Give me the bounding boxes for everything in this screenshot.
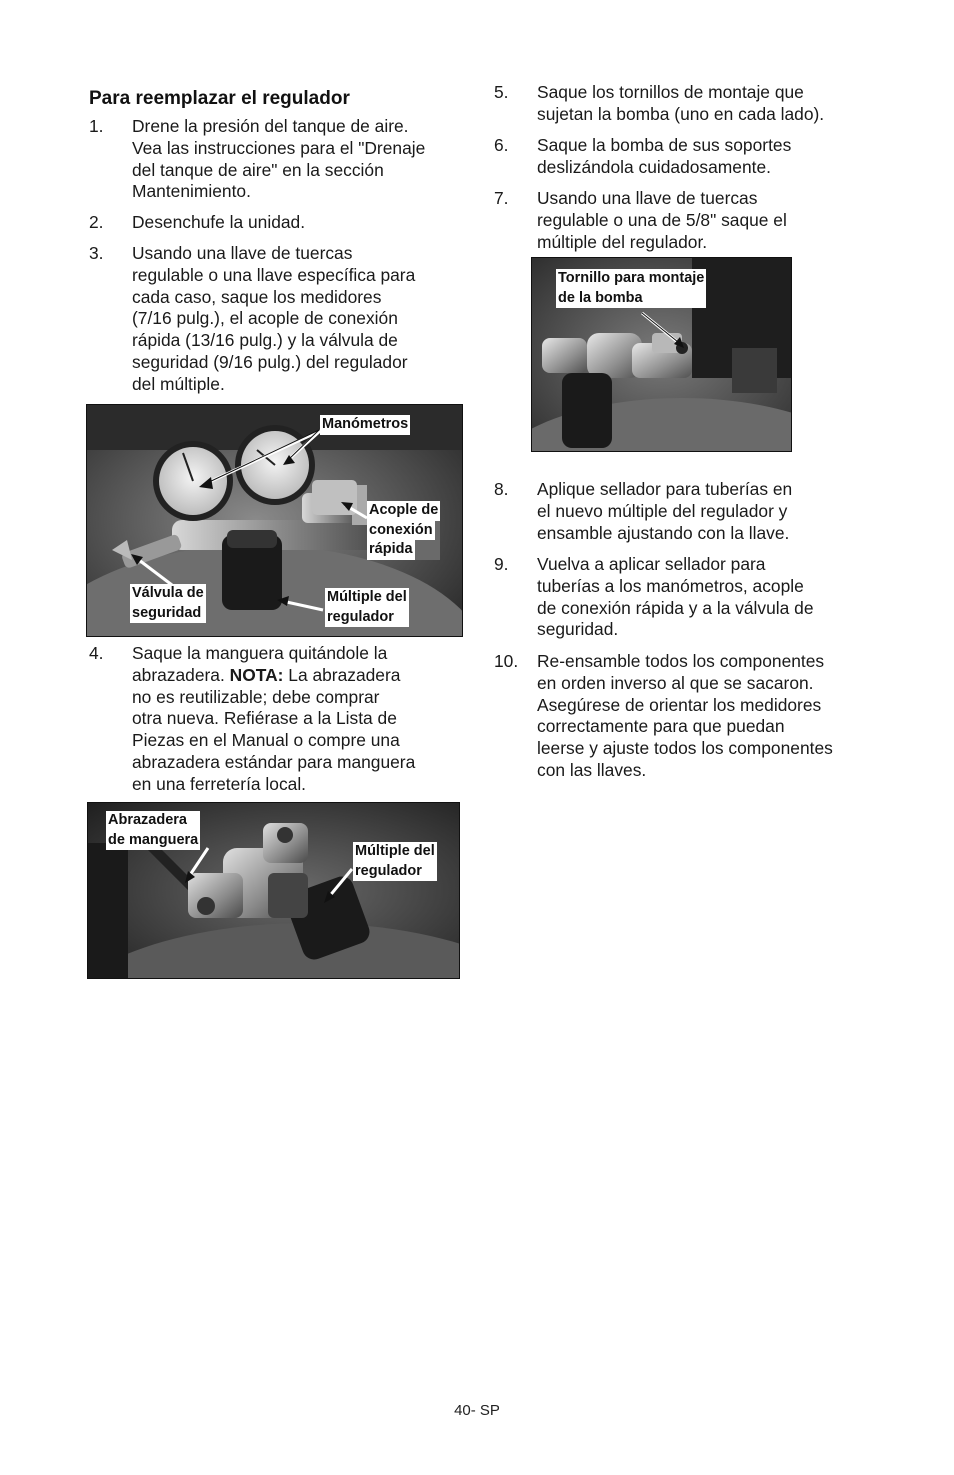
callout-valvula: Válvula de seguridad bbox=[130, 584, 206, 623]
figure-regulator-gauges bbox=[86, 404, 463, 637]
callout-tornillo: Tornillo para montaje de la bomba bbox=[556, 269, 706, 308]
callout-acople: Acople de conexión rápida bbox=[367, 501, 440, 560]
section-title: Para reemplazar el regulador bbox=[89, 88, 350, 109]
callout-manometros: Manómetros bbox=[320, 415, 410, 435]
figure-pump-screw bbox=[531, 257, 792, 452]
callout-multiple-2: Múltiple del regulador bbox=[353, 842, 437, 881]
callout-multiple: Múltiple del regulador bbox=[325, 588, 409, 627]
figure-hose-clamp bbox=[87, 802, 460, 979]
callout-abrazadera: Abrazadera de manguera bbox=[106, 811, 200, 850]
page-number: 40- SP bbox=[454, 1402, 500, 1419]
